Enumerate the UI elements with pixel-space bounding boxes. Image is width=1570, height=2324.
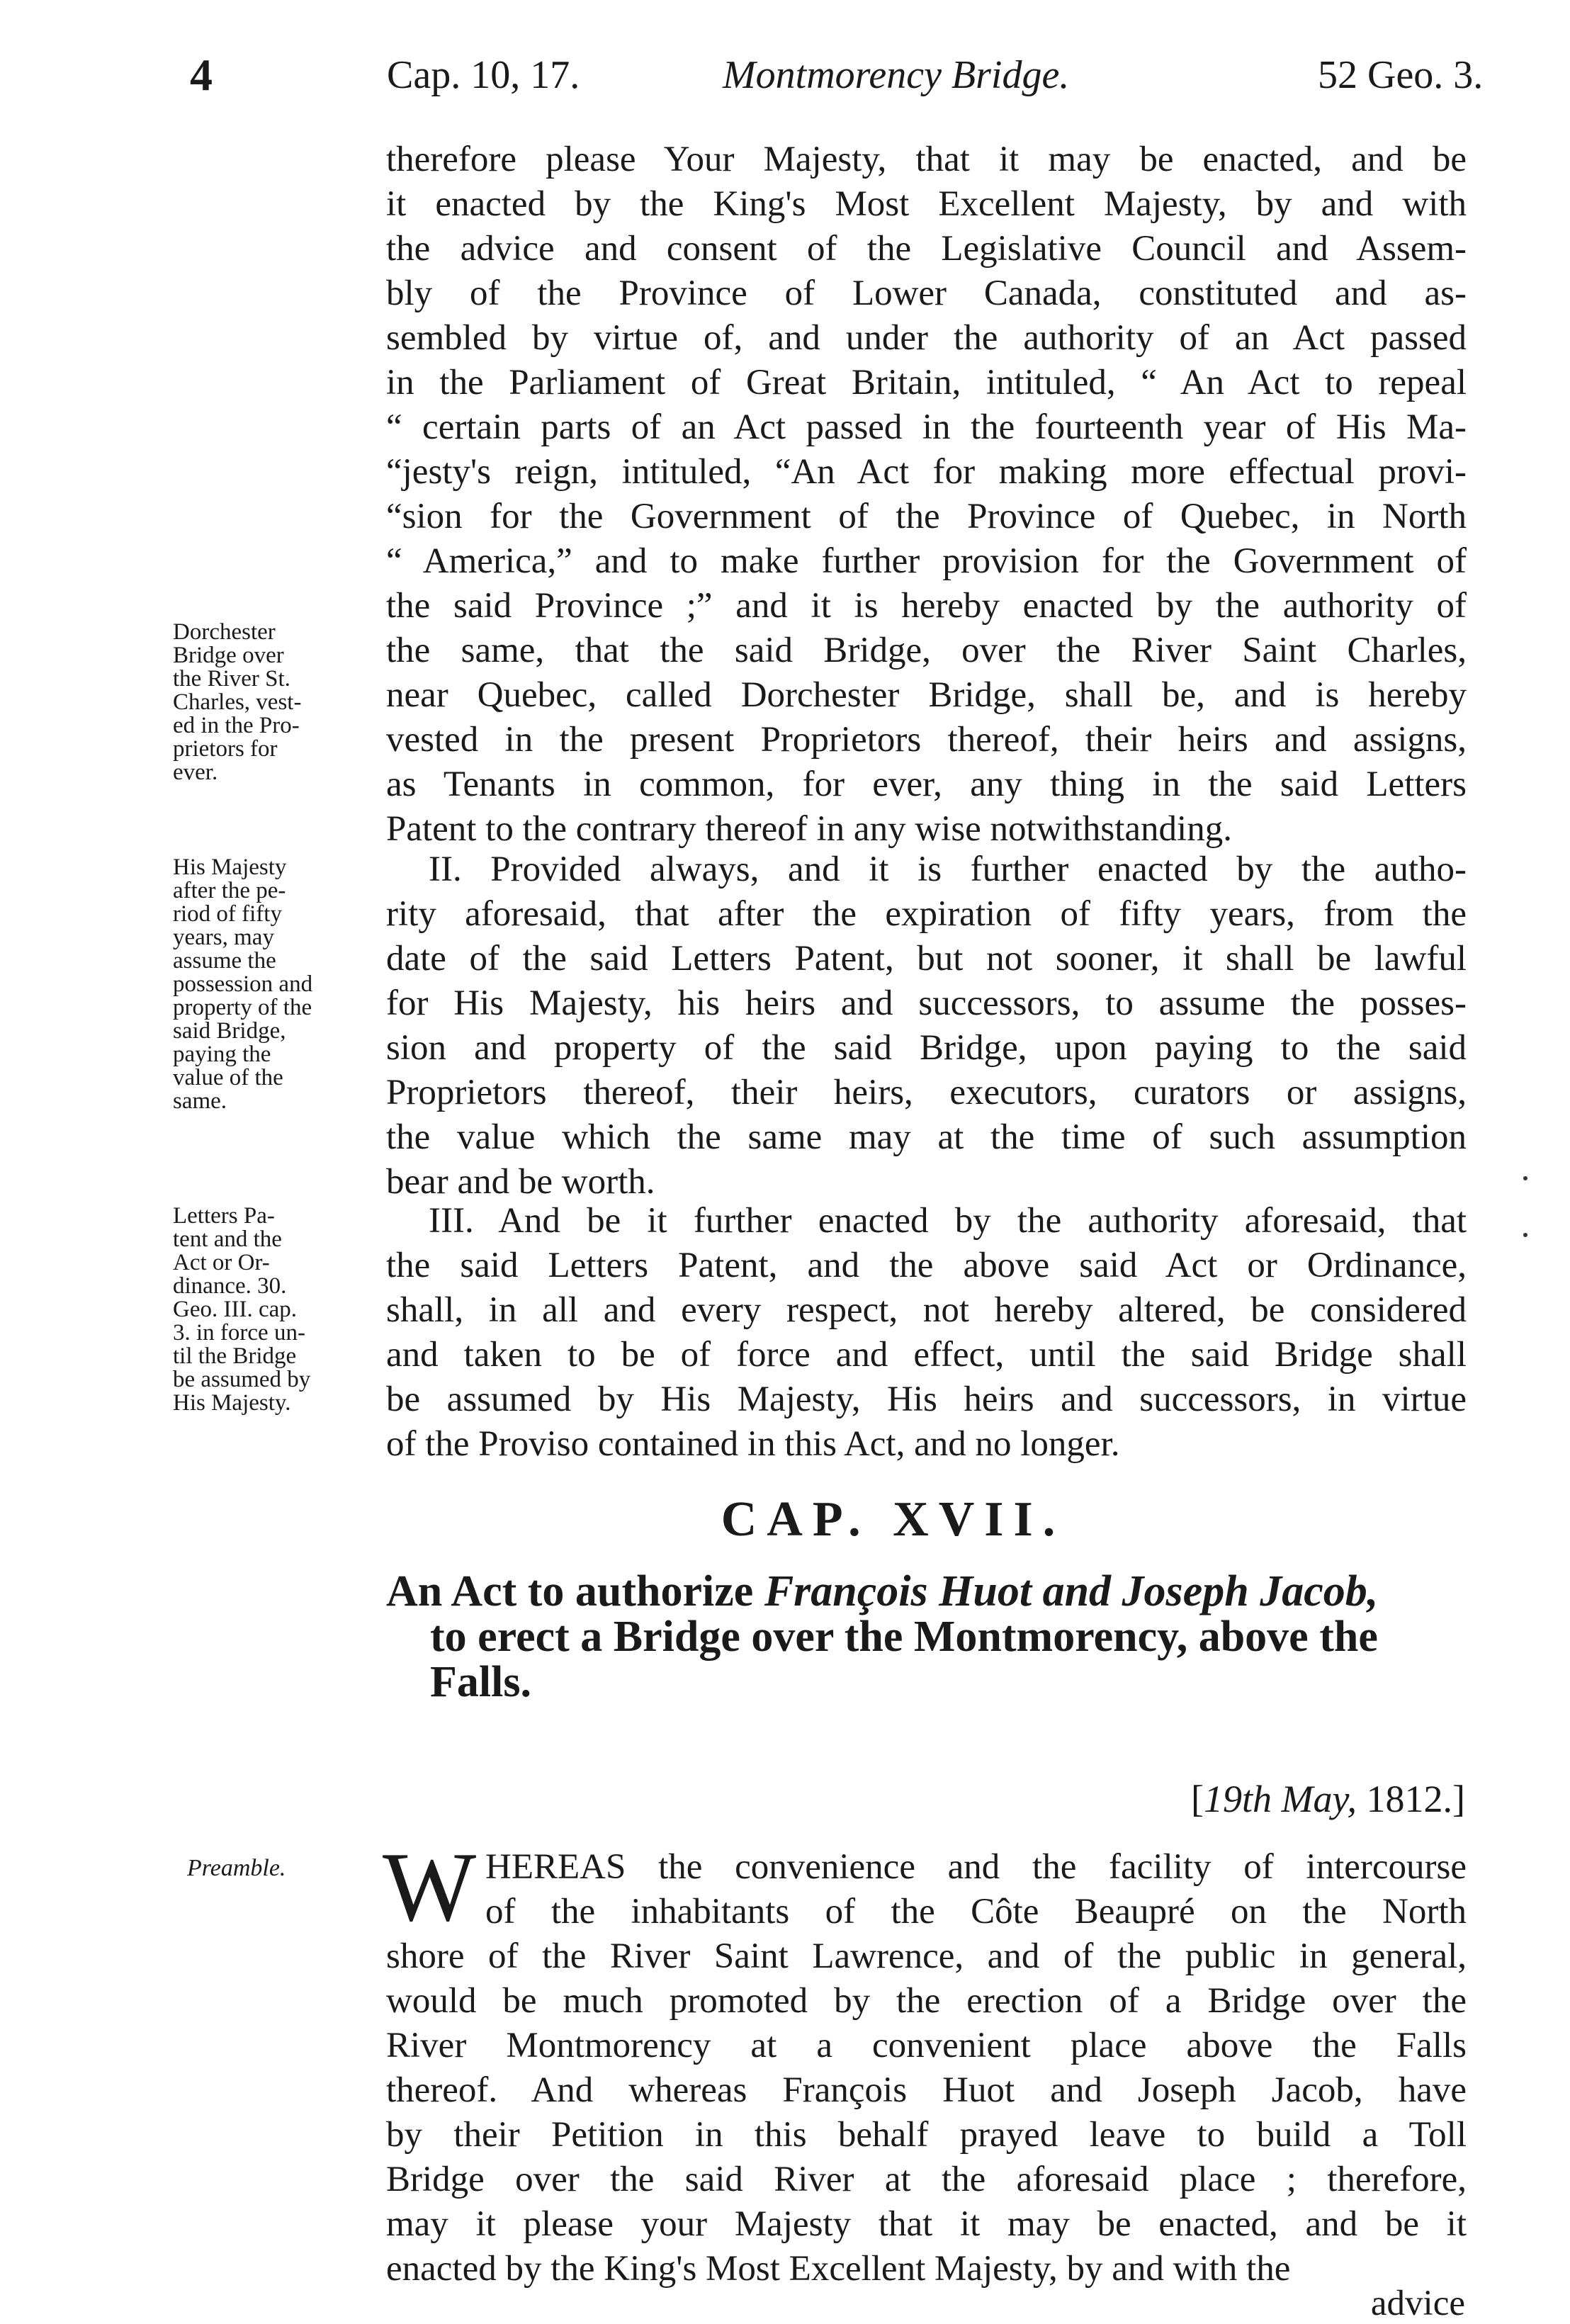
margin-note-line: His Majesty <box>173 854 287 880</box>
margin-note-line: riod of fifty <box>173 901 282 927</box>
date-day: 19th <box>1204 1778 1272 1820</box>
text-line: the same, that the said Bridge, over the River Saint Charles, <box>386 631 1467 670</box>
text-line: sion and property of the said Bridge, upon paying to the said <box>386 1028 1467 1068</box>
margin-note-line: after the pe- <box>173 878 286 903</box>
act-date <box>1191 1777 1465 1821</box>
margin-note-line: Geo. III. cap. <box>173 1297 297 1322</box>
text-line: the said Province ;” and it is hereby enacted by the authority of <box>386 586 1467 626</box>
date-open-bracket: [ <box>1191 1778 1204 1820</box>
text-line: the advice and consent of the Legislative Council and Assem- <box>386 229 1467 269</box>
stray-mark <box>1523 1233 1527 1237</box>
text-line: shall, in all and every respect, not hereby altered, be considered <box>386 1290 1467 1330</box>
margin-note-line: til the Bridge <box>173 1343 297 1369</box>
header-running-title: Montmorency Bridge. <box>723 53 1070 97</box>
header-regnal-year: 52 Geo. 3. <box>1318 53 1484 97</box>
text-line: III. And be it further enacted by the authority aforesaid, that <box>429 1201 1467 1241</box>
text-line: “sion for the Government of the Province of Quebec, in North <box>386 497 1467 536</box>
margin-note-line: dinance. 30. <box>173 1273 287 1299</box>
date-month: May, <box>1272 1778 1357 1820</box>
margin-note-letters-patent <box>173 1205 366 1415</box>
text-line: Proprietors thereof, their heirs, executors, curators or assigns, <box>386 1073 1467 1112</box>
text-line: “ America,” and to make further provision for the Government of <box>386 541 1467 581</box>
text-line: shore of the River Saint Lawrence, and of the public in general, <box>386 1936 1467 1976</box>
text-line: bear and be worth. <box>386 1162 655 1202</box>
margin-note-line: possession and <box>173 971 313 997</box>
drop-cap: W <box>383 1832 477 1942</box>
chapter-heading: CAP. XVII. <box>721 1492 1066 1547</box>
margin-note-line: the River St. <box>173 666 290 692</box>
text-line: sembled by virtue of, and under the authority of an Act passed <box>386 318 1467 358</box>
margin-note-line: His Majesty. <box>173 1390 291 1416</box>
margin-note-line: Dorchester <box>173 619 276 645</box>
text-line: vested in the present Proprietors thereof, their heirs and assigns, <box>386 720 1467 760</box>
preamble-label: Preamble. <box>187 1855 286 1881</box>
margin-note-line: Bridge over <box>173 643 284 668</box>
text-line: “jesty's reign, intituled, “An Act for making more effectual provi- <box>386 452 1467 492</box>
margin-note-line: Letters Pa- <box>173 1203 275 1229</box>
text-line: the value which the same may at the time of such assumption <box>386 1117 1467 1157</box>
text-line: rity aforesaid, that after the expiration of fifty years, from the <box>386 894 1467 934</box>
text-line: Bridge over the said River at the aforesaid place ; therefore, <box>386 2160 1467 2199</box>
margin-note-line: said Bridge, <box>173 1018 286 1044</box>
catchword: advice <box>1370 2284 1465 2323</box>
text-line: as Tenants in common, for ever, any thing in the said Letters <box>386 765 1467 804</box>
stray-mark <box>1523 1176 1527 1180</box>
act-title-names: François Huot and Joseph Jacob, <box>764 1567 1379 1615</box>
text-line: enacted by the King's Most Excellent Majesty, by and with the <box>386 2249 1291 2289</box>
text-line: thereof. And whereas François Huot and Joseph Jacob, have <box>386 2070 1467 2110</box>
act-title <box>386 1569 1467 1705</box>
text-line: bly of the Province of Lower Canada, constituted and as- <box>386 273 1467 313</box>
margin-note-dorchester-bridge <box>173 621 366 784</box>
text-line: would be much promoted by the erection of a Bridge over the <box>386 1981 1467 2021</box>
margin-note-line: years, may <box>173 925 274 950</box>
date-year: 1812.] <box>1357 1778 1465 1820</box>
margin-note-line: value of the <box>173 1065 283 1090</box>
text-line: be assumed by His Majesty, His heirs and successors, in virtue <box>386 1380 1467 1419</box>
text-line: date of the said Letters Patent, but not sooner, it shall be lawful <box>386 939 1467 978</box>
header-chapter: Cap. 10, 17. <box>387 53 580 97</box>
section-1-text <box>386 137 1467 852</box>
act-title-line-2: to erect a Bridge over the Montmorency, above the <box>430 1613 1378 1661</box>
text-line: may it please your Majesty that it may be enacted, and be it <box>386 2204 1467 2244</box>
margin-note-line: Act or Or- <box>173 1250 270 1275</box>
page-number: 4 <box>190 50 213 100</box>
margin-note-line: assume the <box>173 948 276 974</box>
text-line: of the inhabitants of the Côte Beaupré on the North <box>485 1892 1467 1931</box>
margin-note-line: Charles, vest- <box>173 689 302 715</box>
margin-note-line: ever. <box>173 760 218 785</box>
text-line: of the Proviso contained in this Act, and no longer. <box>386 1424 1120 1464</box>
act-title-line-3: Falls. <box>430 1658 531 1706</box>
margin-note-line: paying the <box>173 1042 271 1067</box>
text-line: therefore please Your Majesty, that it may be enacted, and be <box>386 140 1467 179</box>
margin-note-his-majesty <box>173 856 366 1113</box>
margin-note-line: be assumed by <box>173 1367 311 1392</box>
text-line: II. Provided always, and it is further enacted by the autho- <box>429 850 1467 889</box>
text-line: by their Petition in this behalf prayed leave to build a Toll <box>386 2115 1467 2155</box>
text-line: near Quebec, called Dorchester Bridge, shall be, and is hereby <box>386 675 1467 715</box>
margin-note-line: tent and the <box>173 1226 282 1252</box>
preamble-text <box>386 1845 1467 2291</box>
text-line: for His Majesty, his heirs and successors, to assume the posses- <box>386 983 1467 1023</box>
text-line: and taken to be of force and effect, until the said Bridge shall <box>386 1335 1467 1375</box>
margin-note-line: same. <box>173 1088 227 1114</box>
margin-note-line: prietors for <box>173 736 278 762</box>
section-2-text <box>386 847 1467 1205</box>
margin-note-line: 3. in force un- <box>173 1320 305 1346</box>
text-line: “ certain parts of an Act passed in the fourteenth year of His Ma- <box>386 407 1467 447</box>
margin-note-line: ed in the Pro- <box>173 713 300 738</box>
act-title-prefix: An Act to authorize <box>386 1567 764 1615</box>
text-line: the said Letters Patent, and the above said Act or Ordinance, <box>386 1246 1467 1285</box>
section-3-text <box>386 1199 1467 1467</box>
margin-note-line: property of the <box>173 995 312 1020</box>
text-line: it enacted by the King's Most Excellent Majesty, by and with <box>386 184 1467 224</box>
text-line: in the Parliament of Great Britain, intituled, “ An Act to repeal <box>386 363 1467 402</box>
text-line: Patent to the contrary thereof in any wise notwithstanding. <box>386 809 1232 849</box>
text-line: HEREAS the convenience and the facility of intercourse <box>485 1847 1467 1887</box>
text-line: River Montmorency at a convenient place above the Falls <box>386 2026 1467 2065</box>
